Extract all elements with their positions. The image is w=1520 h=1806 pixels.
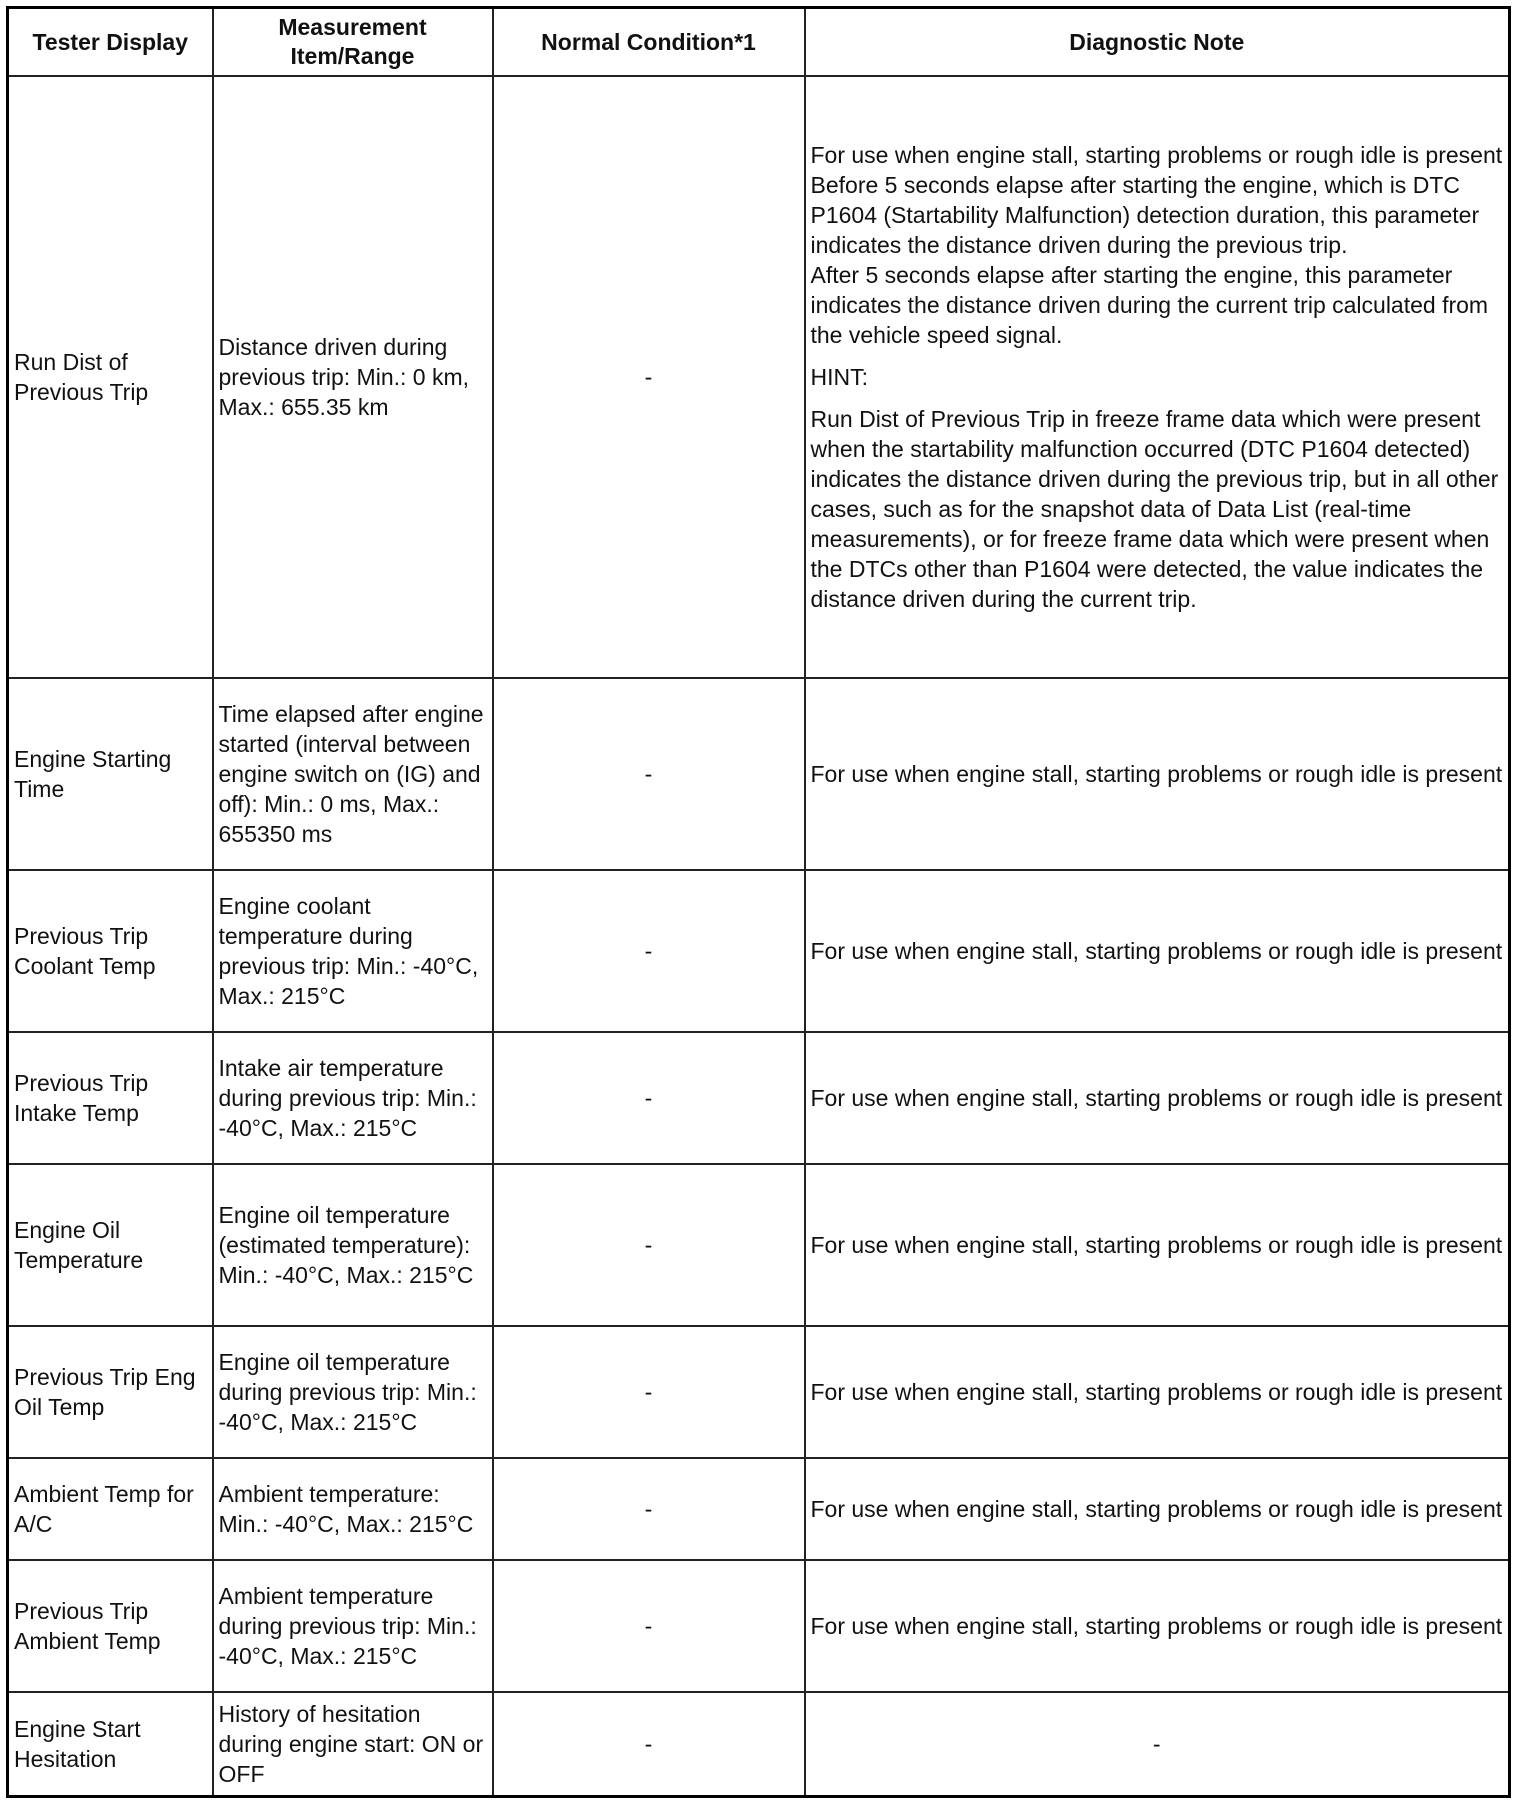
diagnostic-note-cell: For use when engine stall, starting problems or rough idle is present (805, 1326, 1510, 1458)
measurement-cell: Time elapsed after engine started (interval between engine switch on (IG) and off): Min.: 0 ms, Max.: 655350 ms (213, 678, 493, 870)
normal-condition-cell: - (493, 1458, 805, 1560)
tester-display-cell: Engine Starting Time (8, 678, 213, 870)
normal-condition-cell: - (493, 678, 805, 870)
header-diagnostic-note: Diagnostic Note (805, 8, 1510, 77)
table-row (8, 1032, 1510, 1164)
diagnostic-note-cell: For use when engine stall, starting problems or rough idle is present (805, 1560, 1510, 1692)
tester-display-cell: Ambient Temp for A/C (8, 1458, 213, 1560)
table-row (8, 76, 1510, 678)
normal-condition-cell: - (493, 870, 805, 1032)
tester-display-cell: Engine Oil Temperature (8, 1164, 213, 1326)
table-row (8, 678, 1510, 870)
tester-display-cell: Previous Trip Coolant Temp (8, 870, 213, 1032)
header-measurement-range: Measurement Item/Range (213, 8, 493, 77)
note-paragraph: For use when engine stall, starting problems or rough idle is present (810, 142, 1503, 168)
measurement-cell: History of hesitation during engine start: ON or OFF (213, 1692, 493, 1796)
tester-display-cell: Previous Trip Eng Oil Temp (8, 1326, 213, 1458)
table-row (8, 1692, 1510, 1796)
normal-condition-cell: - (493, 1032, 805, 1164)
measurement-cell: Intake air temperature during previous trip: Min.: -40°C, Max.: 215°C (213, 1032, 493, 1164)
tester-display-cell: Previous Trip Intake Temp (8, 1032, 213, 1164)
measurement-cell: Distance driven during previous trip: Min.: 0 km, Max.: 655.35 km (213, 76, 493, 678)
normal-condition-cell: - (493, 1692, 805, 1796)
table-row (8, 1560, 1510, 1692)
measurement-cell: Engine coolant temperature during previous trip: Min.: -40°C, Max.: 215°C (213, 870, 493, 1032)
note-paragraph: After 5 seconds elapse after starting the engine, this parameter indicates the distance driven during the current trip calculated from the vehicle speed signal. (810, 262, 1489, 348)
normal-condition-cell: - (493, 1326, 805, 1458)
measurement-cell: Ambient temperature: Min.: -40°C, Max.: 215°C (213, 1458, 493, 1560)
measurement-cell: Engine oil temperature during previous trip: Min.: -40°C, Max.: 215°C (213, 1326, 493, 1458)
normal-condition-cell: - (493, 1164, 805, 1326)
table-row (8, 1326, 1510, 1458)
data-list-table-container (6, 6, 1508, 1798)
diagnostic-note-cell: For use when engine stall, starting problems or rough idle is present (805, 1164, 1510, 1326)
diagnostic-note-cell: For use when engine stall, starting problems or rough idle is present (805, 1032, 1510, 1164)
diagnostic-note-cell: For use when engine stall, starting problems or rough idle is present (805, 678, 1510, 870)
measurement-cell: Ambient temperature during previous trip: Min.: -40°C, Max.: 215°C (213, 1560, 493, 1692)
hint-label: HINT: (810, 364, 868, 390)
diagnostic-note-cell: - (805, 1692, 1510, 1796)
tester-display-cell: Run Dist of Previous Trip (8, 76, 213, 678)
note-paragraph: Before 5 seconds elapse after starting the engine, which is DTC P1604 (Startability Malfunction) detection duration, this parameter indicates the distance driven during the previous trip. (810, 172, 1480, 258)
table-row (8, 1458, 1510, 1560)
measurement-cell: Engine oil temperature (estimated temperature): Min.: -40°C, Max.: 215°C (213, 1164, 493, 1326)
header-normal-condition: Normal Condition*1 (493, 8, 805, 77)
hint-paragraph: Run Dist of Previous Trip in freeze frame data which were present when the startability malfunction occurred (DTC P1604 detected) indicates the distance driven during the previous trip, but in all other cases, such as for the snapshot data of Data List (real-time measurements), or for freeze frame data which were present when the DTCs other than P1604 were detected, the value indicates the distance driven during the current trip. (810, 406, 1499, 612)
diagnostic-note-cell (805, 76, 1510, 678)
table-row (8, 1164, 1510, 1326)
table-row (8, 870, 1510, 1032)
header-row (8, 8, 1510, 77)
tester-display-cell: Engine Start Hesitation (8, 1692, 213, 1796)
diagnostic-note-cell: For use when engine stall, starting problems or rough idle is present (805, 870, 1510, 1032)
diagnostic-note-cell: For use when engine stall, starting problems or rough idle is present (805, 1458, 1510, 1560)
normal-condition-cell: - (493, 1560, 805, 1692)
header-tester-display: Tester Display (8, 8, 213, 77)
data-list-table (6, 6, 1511, 1798)
tester-display-cell: Previous Trip Ambient Temp (8, 1560, 213, 1692)
normal-condition-cell: - (493, 76, 805, 678)
